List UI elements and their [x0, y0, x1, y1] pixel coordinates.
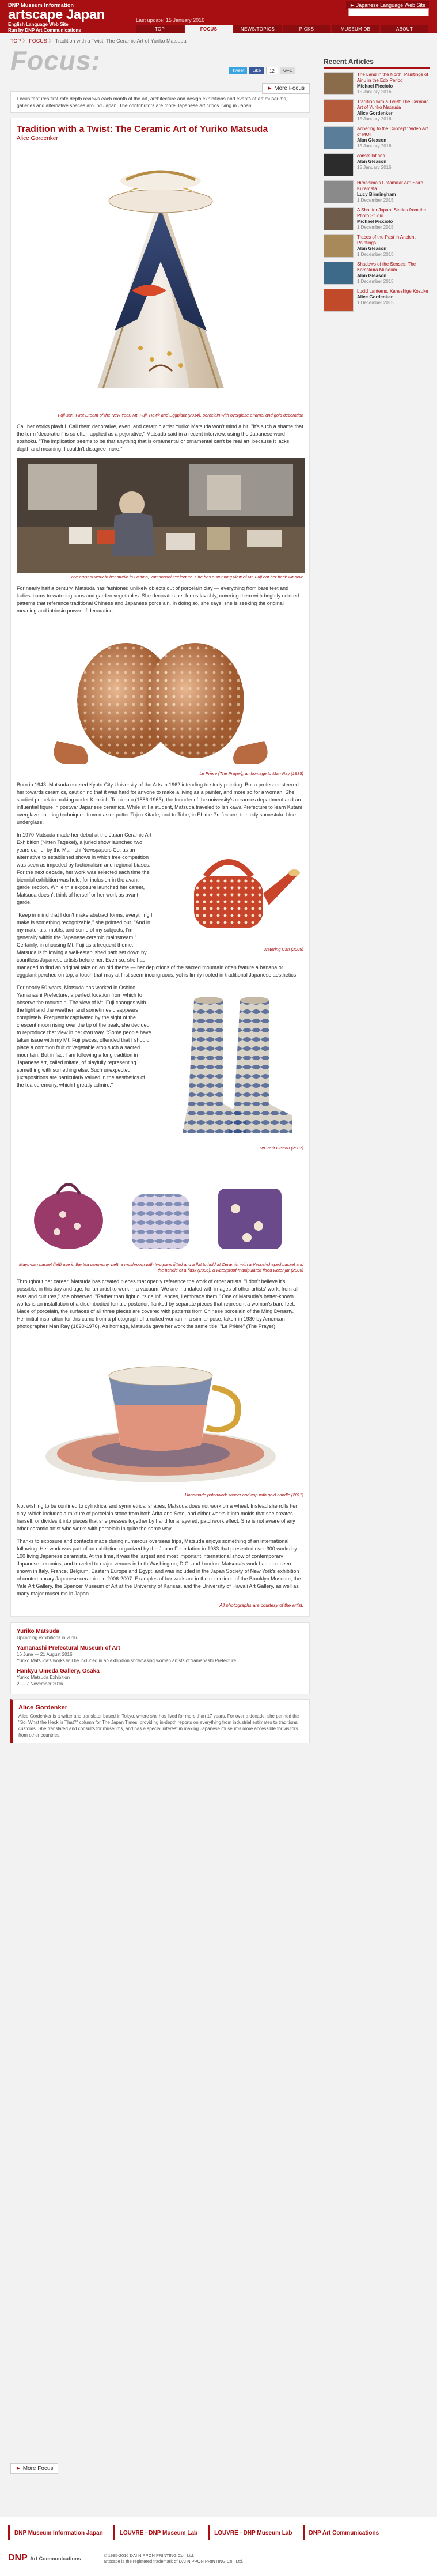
like-button[interactable]: Like [249, 67, 264, 74]
article-author: Alan Gleason [357, 273, 387, 278]
paragraph-2: For nearly half a century, Matsuda has fashioned unlikely objects out of porcelain clay — everything from bare feet and ladies' bums to watering cans and garden vegetables. She decorates her forms lavishly, covering them with brightly colored patterns that reference traditional Chinese and Japanese porcelain. In doing so, she says, she is seeking the original meaning and intrinsic power of decoration. [17, 585, 299, 614]
article-meta [357, 207, 430, 230]
sidebar-article-item[interactable] [324, 207, 430, 230]
copyright-line-2: artscape is the registered trademark of DAI NIPPON PRINTING Co., Ltd. [104, 2559, 244, 2564]
author-bio-text: Alice Gordenker is a writer and translator based in Tokyo, where she has lived for more than 17 years. For over a decade, she penned the "So, What the Heck Is That?" column for The Japan Times, providing in-depth reports on everything from industrial estimates to traditional customs. She translated and consults for museums, and has a special interest in making Japanese museums more accessible for visitors from other countries. [18, 1713, 299, 1738]
paragraph-1: Call her works playful. Call them decorative, even, and ceramic artist Yuriko Matsuda won't mind a bit. "It's such a shame that the term 'decoration' is so often applied as a pejorative," Matsuda said in a recent interview, using the Japanese word soshoku. "The implication seems to be that anything that is ornamental or ornamental can't be real art, because it lacks depth and meaning. I couldn't disagree more." [17, 423, 303, 452]
more-focus-button[interactable] [262, 83, 310, 94]
sidebar-article-item[interactable] [324, 153, 430, 176]
article-meta [357, 99, 430, 122]
paragraph-9: Thanks to exposure and contacts made during numerous overseas trips, Matsuda enjoys something of an international following. Her work was part of an exhibition organized by the Japan Foundation in 1983 that presented over 300 works by 100 living Japanese ceramists. At the time, it was the largest and most important international show of contemporary Japanese ceramics, and traveled to major venues in both Washington, D.C. and London. Matsuda's work has also been shown in Italy, France, Belgium, Eastern Europe and Egypt, and was included in the Japan Society of New York's exhibition of contemporary Japanese ceramics in 2006-2007. Examples of her work are in the collections of the Brooklyn Museum, the Yale Art Gallery, the Spencer Museum of Art at the University of Kansas, and the University of Hawaii Art Gallery, as well as many major museums in Japan. [17, 1538, 301, 1597]
nav-top[interactable]: TOP [136, 25, 184, 33]
more-focus-label: More Focus [22, 2465, 54, 2472]
photo-tea-ceremony-objects [17, 1163, 305, 1261]
article-author: Alice Gordenker [357, 111, 393, 116]
nav-about[interactable]: ABOUT [381, 25, 428, 33]
article-date: 15 January 2016 [357, 143, 392, 149]
arrow-right-icon: ► [267, 85, 275, 92]
main-nav [136, 25, 430, 33]
info-title[interactable]: Hankyu Umeda Gallery, Osaka [17, 1668, 100, 1674]
breadcrumb [10, 37, 187, 44]
focus-intro: Focus features first-rate depth reviews each month of the art, architecture and design exhibitions and events of art museums, galleries and alternative spaces around Japan. The contributors are more Japanese art critics living in Japan. [10, 91, 310, 113]
page-title: Focus: [10, 46, 101, 75]
site-logo[interactable] [8, 2, 105, 33]
article-title: Tradition with a Twist: The Ceramic Art of Yuriko Matsuda [17, 124, 268, 134]
author-bio-name: Alice Gordenker [18, 1704, 67, 1711]
tweet-button[interactable]: Tweet [229, 67, 247, 74]
exhibition-info [10, 1622, 310, 1694]
search-input[interactable] [348, 8, 429, 16]
article-meta [357, 153, 392, 176]
article-title-link: Shadows of the Senses: The Kamakura Museum [357, 262, 416, 273]
copyright-line-1: © 1995-2016 DAI NIPPON PRINTING Co., Ltd. [104, 2553, 195, 2558]
caption-7: Handmade patchwork saucer and cup with gold handle (2011) [185, 1492, 303, 1497]
article-date: 1 December 2015 [357, 198, 394, 203]
article-author: Michael Picciolo [357, 84, 393, 89]
info-item [17, 1644, 303, 1664]
info-title[interactable]: Yuriko Matsuda [17, 1628, 59, 1635]
info-item [17, 1667, 303, 1687]
article-thumbnail [324, 99, 354, 122]
info-line: Yuriko Matsuda's works will be included in an exhibition showcasing women artists of Yamanashi Prefecture. [17, 1658, 238, 1663]
info-line: Upcoming exhibitions in 2016 [17, 1635, 77, 1640]
footer-main-logo[interactable] [8, 2553, 81, 2563]
article-thumbnail [324, 72, 354, 95]
nav-news-topics[interactable]: NEWS/TOPICS [234, 25, 282, 33]
article-thumbnail [324, 234, 354, 258]
share-bar [229, 67, 295, 74]
like-count: 12 [266, 67, 278, 74]
info-title[interactable]: Yamanashi Prefectural Museum of Art [17, 1645, 120, 1651]
footer-main-logo-sub: Art Communications [29, 2556, 81, 2562]
article-title-link: Hiroshima's Unfamiliar Art: Shiro Kuramata [357, 180, 423, 191]
brand-line-1: DNP Museum Information [8, 2, 74, 8]
sidebar-article-item[interactable] [324, 72, 430, 95]
article-date: 1 December 2015 [357, 225, 394, 230]
article-date: 15 January 2016 [357, 165, 392, 170]
article-meta [357, 234, 430, 258]
paragraph-5: "Keep in mind that I don't make abstract forms; everything I make is something recognizable," she pointed out. "And in my materials, motifs, and some of my subjects, I'm generally within the Japanese ceramic mainstream." Certainly, in choosing Mt. Fuji as a frequent theme, Matsuda is following a well-established path set down by countless Japanese artists before her. Even so, she has managed to find an original take on an old theme — her depictions of the sacred mountain often feature a banana or eggplant perched on top, a touch that may at first seem incongruous, yet is firmly rooted in traditional Japanese aesthetics. [17, 912, 298, 978]
paragraph-8: Not wishing to be confined to cylindrical and symmetrical shapes, Matsuda does not work on a wheel. Instead she rolls her clay, which includes a mixture of porcelain stone from both Arita and Seto, and either works it into molds that she creates herself, or divides it into pieces that she presses together by hand for a layered, patchwork effect. She is not aware of any other ceramic artist who works with porcelain in quite the same way. [17, 1503, 298, 1531]
article-title-link: Adhering to the Concept: Video Art of MOT [357, 126, 428, 137]
more-focus-label: More Focus [274, 85, 305, 92]
article-author: Lucy Birmingham [357, 192, 396, 197]
info-line: 2 — 7 November 2016 [17, 1681, 63, 1686]
paragraph-7: Throughout her career, Matsuda has created pieces that openly reference the work of other artists. "I don't believe it's possible, in this day and age, for an artist to work in a vacuum. We are inundated with images of other artists' work, from all eras and cultures," she observed. "Rather than fight outside influences, I embrace them." One of Matsuda's better-known works is an installation of a disembodied female posterior, flanked by separate pieces that represent a woman's bare feet. Made of porcelain, the surfaces of all three pieces are covered with patterns from Chinese porcelain of the Ming Dynasty. Her initial inspiration for this came from a photograph of a naked woman in a similar pose, taken in 1930 by American photographer Man Ray (1890-1976). As homage, Matsuda gave her work the same title: "Le Prière" (The Prayer). [17, 1278, 299, 1329]
caption-6: Mayu-san basket (left) use in the tea ceremony. Left, a mushroom with two pans fitted and a flat to hold at Ceramic, with a Vessel-shaped basket and the handle of a flask (2006), a waterproof-manipulated fitted water jar (2006) [18, 1262, 303, 1273]
float-watering-can [159, 831, 303, 957]
sidebar-recent-articles [324, 58, 430, 316]
info-line: 16 June — 21 August 2016 [17, 1652, 73, 1657]
footer-copyright [104, 2553, 243, 2564]
article-title-link: constellations [357, 153, 385, 158]
article-thumbnail [324, 126, 354, 149]
article-date: 15 January 2016 [357, 89, 392, 94]
brand-name: artscape Japan [8, 7, 105, 22]
breadcrumb-separator: 》 [22, 38, 28, 44]
article-author: Michael Picciolo [357, 219, 393, 224]
caption-1: Fuji-san: First Dream of the New Year: Mt. Fuji, Hawk and Eggplant (2014), porcelain with overglaze enamel and gold decoration [58, 413, 303, 418]
photo-le-priere [17, 620, 305, 770]
footer-logo-dnp-museum[interactable]: DNP Museum Information Japan [8, 2525, 108, 2540]
photo-watering-can [159, 836, 303, 945]
photo-boots [159, 989, 303, 1144]
article-title-link: Tradition with a Twist: The Ceramic Art of Yuriko Matsuda [357, 99, 429, 110]
article-date: 1 December 2015 [357, 252, 394, 257]
sidebar-article-item[interactable] [324, 262, 430, 285]
caption-4: Watering Can (2005) [263, 947, 303, 952]
article-thumbnail [324, 207, 354, 230]
paragraph-4: In 1970 Matsuda made her debut at the Japan Ceramic Art Exhibition (Nitten Tagekei), a juried show launched two years earlier by the Mainichi Newspapers Co. as an alternative to established shows in which free competition was seen as impeded by factionalism and regional biases. For the next decade, her work was selected each time the biennial exhibition was held, for inclusion in the avant-garde section. While this exposure launched her career, Matsuda doesn't think of herself or her work as avant-garde. [17, 832, 152, 905]
footer-logo-louvre-dnp-2[interactable]: LOUVRE - DNP Museum Lab [208, 2525, 297, 2540]
article-thumbnail [324, 289, 354, 312]
article-date: 1 December 2015 [357, 300, 394, 305]
brand-line-4: Run by DNP Art Communications [8, 28, 81, 33]
breadcrumb-separator: 》 [48, 38, 54, 44]
sidebar-article-item[interactable] [324, 126, 430, 149]
caption-3: Le Prière (The Prayer), an homage to Man Ray (1935) [199, 771, 303, 776]
article-thumbnail [324, 180, 354, 203]
article-meta [357, 289, 428, 312]
article-date: 1 December 2015 [357, 279, 394, 284]
photo-artist-studio [17, 458, 305, 573]
breadcrumb-focus[interactable]: FOCUS [29, 38, 47, 44]
footer-logo-dnp-art[interactable]: DNP Art Communications [303, 2525, 384, 2540]
breadcrumb-top[interactable]: TOP [10, 38, 21, 44]
article-author: Alice Gordenker [17, 135, 58, 142]
nav-museum-db[interactable]: MUSEUM DB [332, 25, 379, 33]
sidebar-article-item[interactable] [324, 234, 430, 258]
breadcrumb-current: Tradition with a Twist: The Ceramic Art of Yuriko Matsuda [55, 38, 187, 44]
photo-fuji-vase [17, 146, 305, 411]
info-item [17, 1628, 303, 1641]
article-meta [357, 72, 430, 95]
footer-logos [8, 2525, 383, 2540]
photo-credit: All photographs are courtesy of the artist. [219, 1603, 303, 1608]
article-author: Alan Gleason [357, 246, 387, 251]
article-title-link: Traces of the Past in Ancient Paintings [357, 234, 416, 245]
article-meta [357, 180, 430, 203]
author-bio-box [10, 1699, 310, 1743]
article-title-link: A Shot for Japan: Stories from the Photo Studio [357, 207, 427, 218]
main-column [10, 45, 310, 1743]
site-footer [0, 2517, 437, 2576]
article-meta [357, 262, 430, 285]
article-author: Alan Gleason [357, 159, 387, 164]
arrow-right-icon: ► [16, 2465, 23, 2472]
google-plus-button[interactable]: G+1 [280, 67, 295, 74]
article-title-link: Lucid Lanterns, Kaneshige Kosuke [357, 289, 428, 294]
last-update: Last update: 15 January 2016 [136, 17, 205, 23]
paragraph-3: Born in 1943, Matsuda entered Kyoto City University of the Arts in 1962 intending to study painting. But a professor steered her towards ceramics, cautioning that it was hard for anyone to make a living as a painter, and more so for a woman. She studied porcelain making under Kenkichi Tomimoto (1886-1963), the founder of the university's ceramics department and an influential figure in postwar Japanese ceramics. While still a student, Matsuda traveled to Ishikawa Prefecture to learn Kutani overglaze painting techniques from master potter Tojiro Kitade, and to Tobe, in Ehime Prefecture, to study somestuke blue underglaze. [17, 782, 302, 825]
sidebar-article-item[interactable] [324, 289, 430, 312]
footer-logo-louvre-dnp[interactable]: LOUVRE - DNP Museum Lab [113, 2525, 202, 2540]
article-date: 15 January 2016 [357, 116, 392, 122]
footer-main-logo-text: DNP [8, 2553, 28, 2563]
sidebar-article-item[interactable] [324, 180, 430, 203]
nav-focus[interactable]: FOCUS [185, 25, 233, 33]
sidebar-article-item[interactable] [324, 99, 430, 122]
caption-2: The artist at work in her studio in Oshino, Yamanashi Prefecture. She has a stunning view of Mt. Fuji out her back window. [70, 574, 303, 580]
nav-picks[interactable]: PICKS [283, 25, 330, 33]
article-author: Alice Gordenker [357, 294, 393, 300]
article [10, 118, 310, 1617]
brand-line-3: English Language Web Site [8, 22, 69, 27]
article-thumbnail [324, 262, 354, 285]
info-line: Yuriko Matsuda Exhibition [17, 1675, 70, 1680]
article-author: Alan Gleason [357, 138, 387, 143]
site-header [0, 0, 437, 33]
more-focus-button-bottom[interactable] [10, 2463, 58, 2474]
caption-5: Un Petit Oiseau (2007) [259, 1145, 303, 1151]
japanese-site-link[interactable]: ► Japanese Language Web Site [346, 1, 429, 9]
sidebar-heading: Recent Articles [324, 58, 430, 69]
article-thumbnail [324, 153, 354, 176]
paragraph-6: For nearly 50 years, Matsuda has worked in Oshino, Yamanashi Prefecture, a perfect location from which to observe the mountain. The view of Mt. Fuji changes with the light and the weather, and sometimes disappears completely. Frequently captivated by the sight of the crescent moon rising over the tip of the peak, she decided to reproduce that view in her own way. "Some people have taken issue with my Mt. Fuji pieces, offended that I should place a common fruit or vegetable atop such a sacred mountain. But in fact I am following a long tradition in Japanese art, called mitate, of playfully representing something with something else. Such unexpected juxtapositions are particularly valued in the aesthetics of the tea ceremony, which I greatly admire." [17, 985, 151, 1088]
float-boots [159, 984, 303, 1156]
article-meta [357, 126, 430, 149]
photo-cup-saucer [17, 1336, 305, 1491]
article-title-link: The Land in the North: Paintings of Ainu in the Edo Period [357, 72, 428, 83]
